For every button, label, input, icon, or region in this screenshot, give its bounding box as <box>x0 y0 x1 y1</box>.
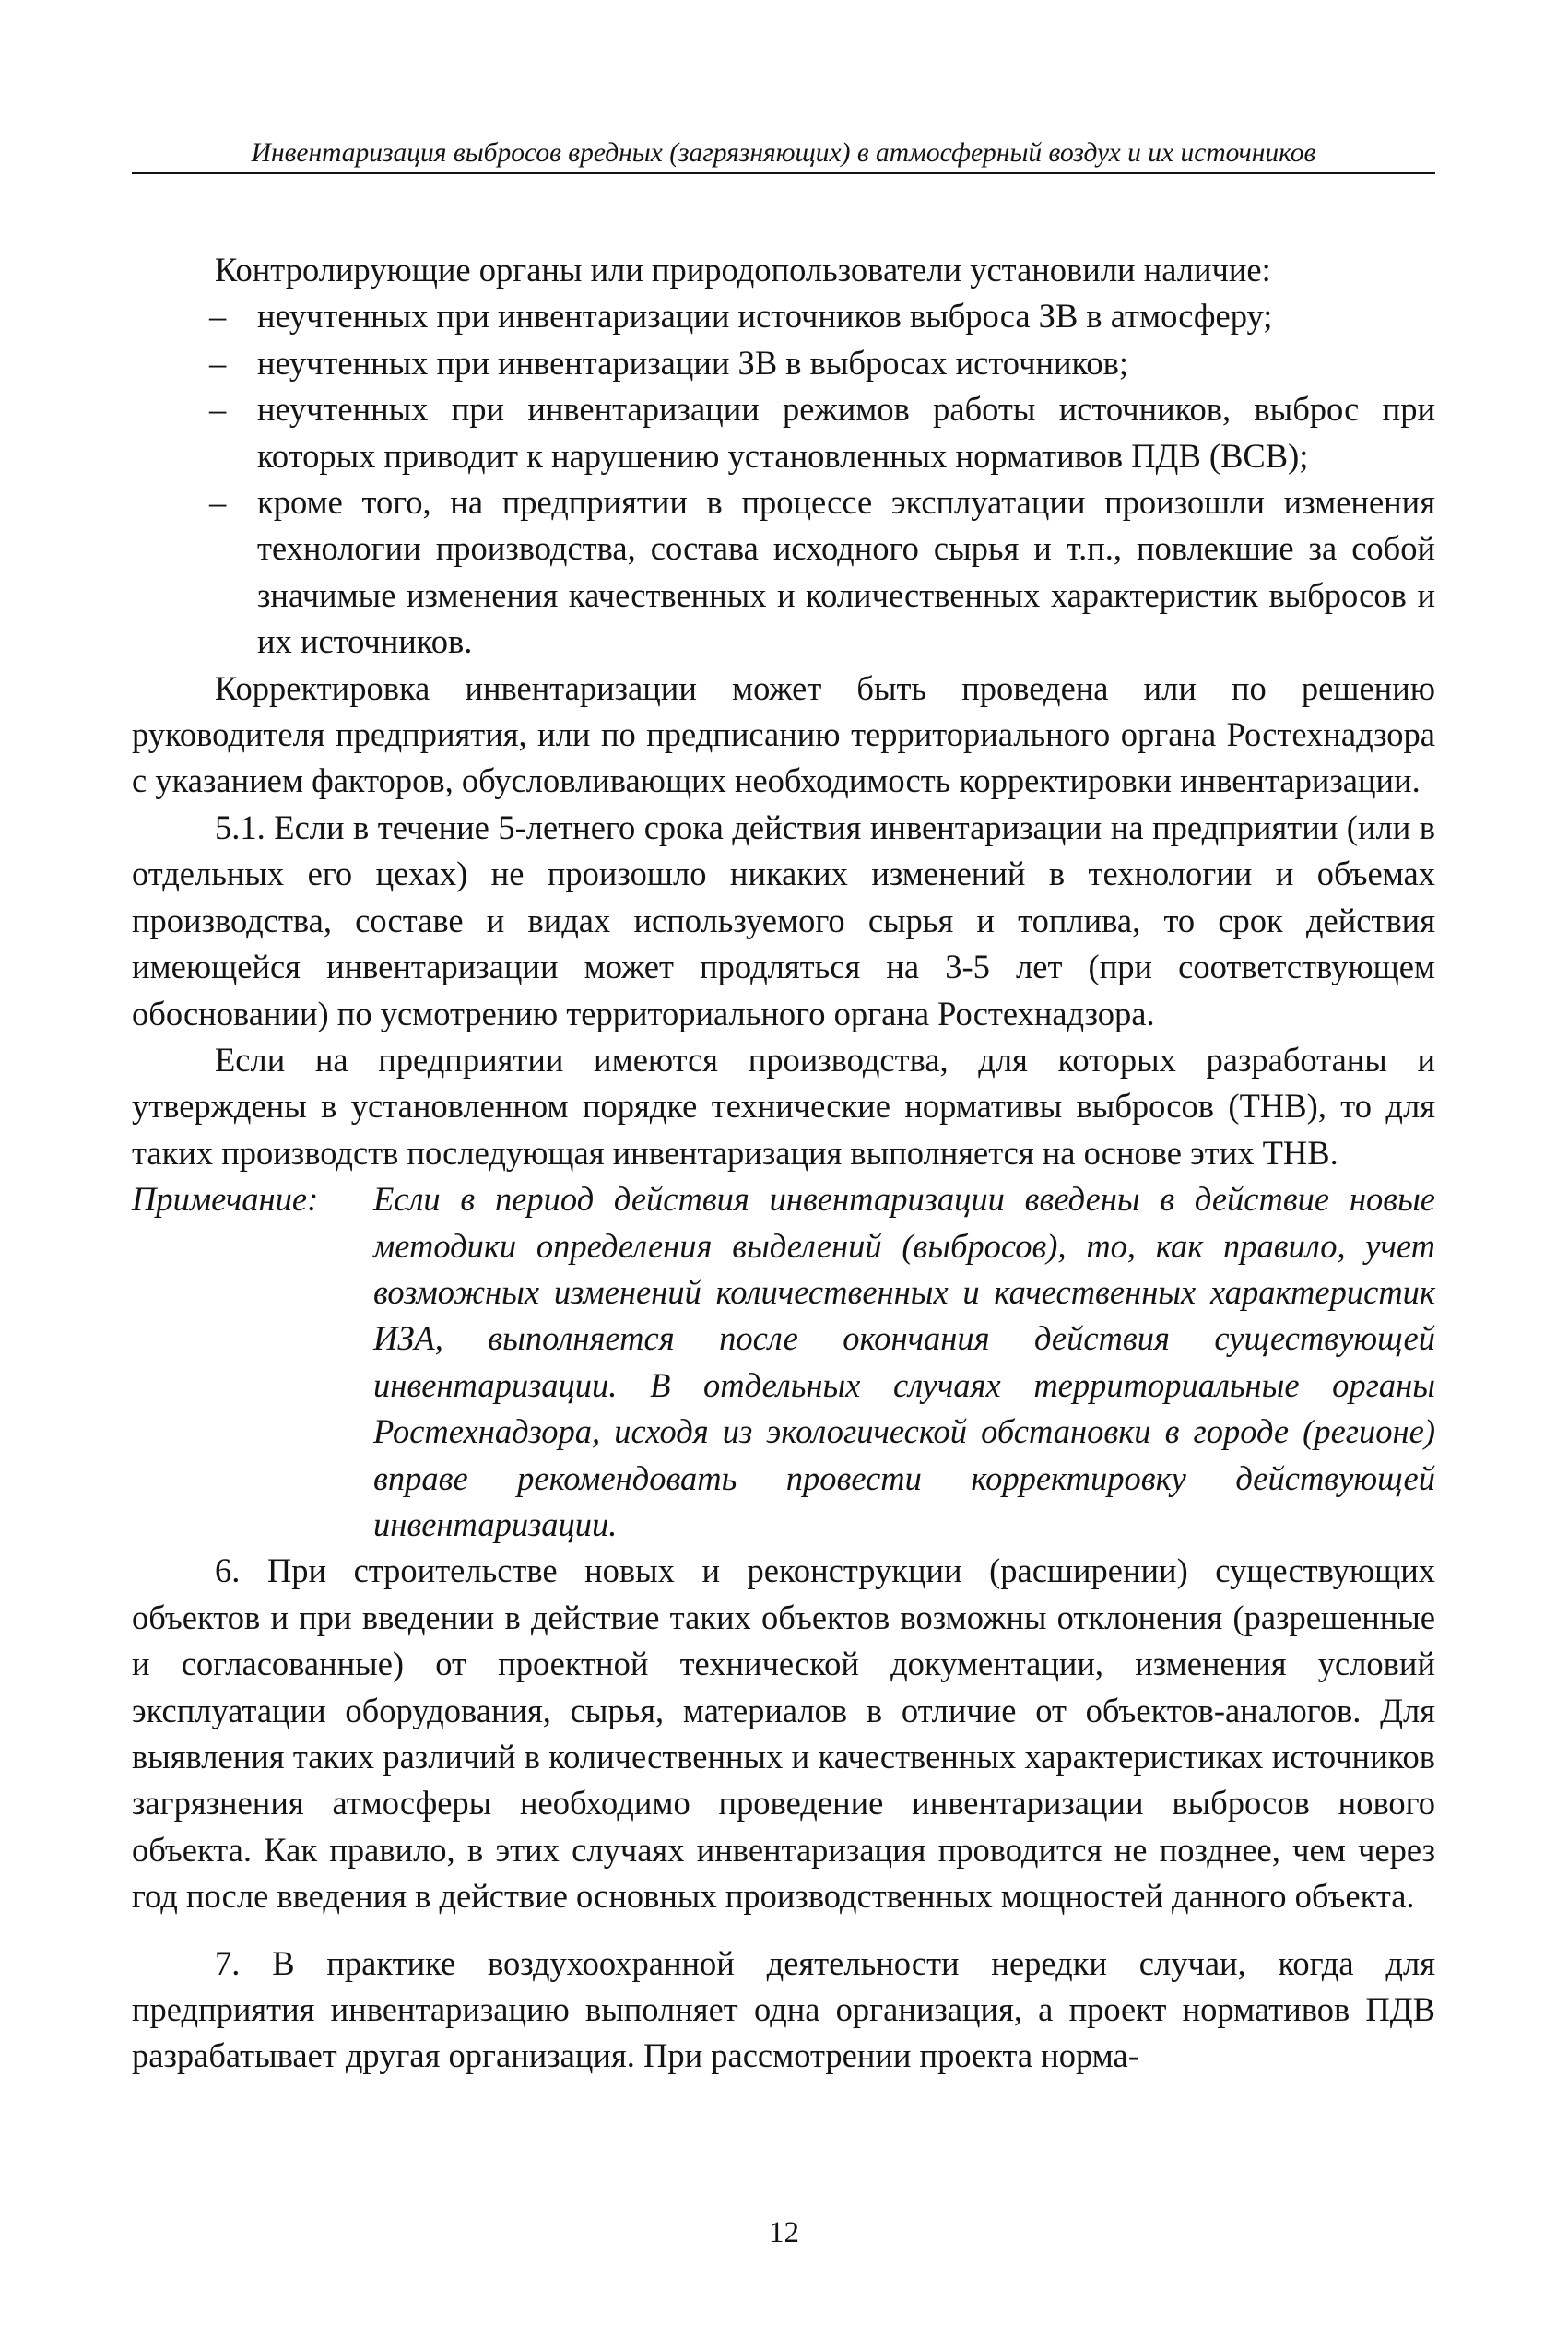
page-number: 12 <box>769 2216 799 2249</box>
list-item <box>132 340 1435 386</box>
dash-bullet: – <box>209 343 227 382</box>
paragraph-spacer <box>132 1920 1435 1941</box>
section-6-paragraph: 6. При строительстве новых и реконструкции (расширении) существующих объектов и при введении в действие таких объектов возможны отклонения (разрешенные и согласованные) от проектной технической документации, изменения условий эксплуатации оборудования, сырья, материалов в отличие от объектов-аналогов. Для выявления таких различий в количественных и качественных характеристиках источников загрязнения атмосферы необходимо проведение инвентаризации выбросов нового объекта. Как правило, в этих случаях инвентаризация проводится не позднее, чем через год после введения в действие основных производственных мощностей данного объекта. <box>132 1552 1435 1916</box>
section-5-1-paragraph: 5.1. Если в течение 5-летнего срока действия инвентаризации на предприятии (или в отдельных его цехах) не произошло никаких изменений в технологии и объемах производства, составе и видах используемого сырья и топлива, то срок действия имеющейся инвентаризации может продляться на 3-5 лет (при соответствующем обосновании) по усмотрению территориального органа Ростехнадзора. <box>132 808 1435 1032</box>
correction-paragraph: Корректировка инвентаризации может быть проведена или по решению руководителя предприятия, или по предписанию территориального органа Ростехнадзора с указанием факторов, обусловливающих необходимость корректировки инвентаризации. <box>132 668 1435 800</box>
list-item <box>132 293 1435 339</box>
note-text: Если в период действия инвентаризации введены в действие новые методики определения выделений (выбросов), то, как правило, учет возможных изменений количественных и качественных характеристик ИЗА, выполняется после окончания действия существующей инвентаризации. В отдельных случаях территориальные органы Ростехнадзора, исходя из экологической обстановки в городе (регионе) вправе рекомендовать провести корректировку действующей инвентаризации. <box>373 1180 1435 1543</box>
intro-paragraph: Контролирующие органы или природопользователи установили наличие: <box>215 251 1271 289</box>
page-body <box>132 247 1435 2080</box>
list-item-text: неучтенных при инвентаризации режимов работы источников, выброс при которых приводит к нарушению установленных нормативов ПДВ (ВСВ); <box>257 390 1435 475</box>
running-header: Инвентаризация выбросов вредных (загрязняющих) в атмосферный воздух и их источников <box>251 138 1316 168</box>
list-item <box>132 386 1435 479</box>
section-7-paragraph: 7. В практике воздухоохранной деятельности нередки случаи, когда для предприятия инвентаризацию выполняет одна организация, а проект нормативов ПДВ разрабатывает другая организация. При рассмотрении проекта норма- <box>132 1943 1435 2075</box>
list-item <box>132 479 1435 666</box>
note-block <box>132 1176 1435 1548</box>
list-item-text: неучтенных при инвентаризации ЗВ в выбросах источников; <box>257 343 1129 382</box>
dash-bullet: – <box>209 483 227 522</box>
dash-bullet: – <box>209 297 227 336</box>
list-item-text: кроме того, на предприятии в процессе эксплуатации произошли изменения технологии производства, состава исходного сырья и т.п., повлекшие за собой значимые изменения качественных и количественных характеристик выбросов и их источников. <box>257 483 1435 661</box>
thv-paragraph: Если на предприятии имеются производства, для которых разработаны и утверждены в установленном порядке технические нормативы выбросов (ТНВ), то для таких производств последующая инвентаризация выполняется на основе этих ТНВ. <box>132 1040 1435 1172</box>
header-rule <box>132 172 1435 174</box>
findings-list <box>132 293 1435 665</box>
list-item-text: неучтенных при инвентаризации источников выброса ЗВ в атмосферу; <box>257 297 1273 336</box>
note-label: Примечание: <box>132 1180 319 1219</box>
dash-bullet: – <box>209 390 227 429</box>
